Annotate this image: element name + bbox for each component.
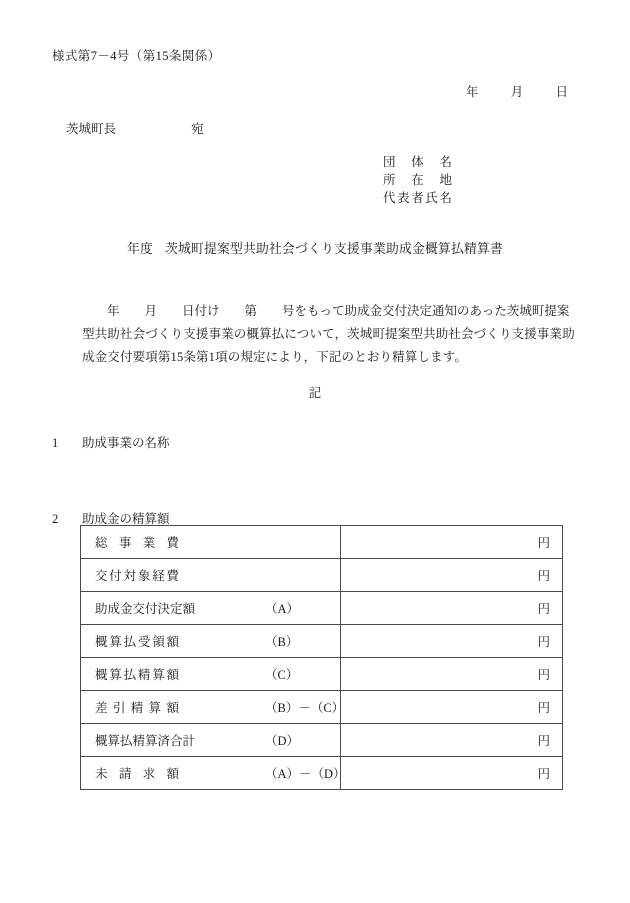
- amount-label: 未請求額: [95, 767, 179, 781]
- amount-label-cell: [81, 592, 341, 625]
- addressee-line: [66, 119, 204, 137]
- currency-unit: 円: [537, 668, 550, 682]
- table-row: [81, 625, 563, 658]
- amount-value-cell[interactable]: [341, 526, 563, 559]
- amount-value-cell[interactable]: [341, 724, 563, 757]
- section-1-heading: [52, 433, 170, 451]
- ki-mark: 記: [308, 386, 322, 400]
- table-row: [81, 526, 563, 559]
- page-title: [0, 238, 630, 257]
- amount-formula-mark: （A）: [265, 602, 300, 616]
- amount-value-cell[interactable]: [341, 559, 563, 592]
- amount-value-cell[interactable]: [341, 625, 563, 658]
- applicant-label-organization-name: 団体名: [383, 155, 452, 169]
- settlement-table-body: [81, 526, 563, 790]
- amount-label-cell: [81, 724, 341, 757]
- currency-unit: 円: [537, 602, 550, 616]
- amount-label: 差引精算額: [95, 701, 179, 715]
- title-fiscal-year: 年度: [127, 242, 154, 256]
- amount-value-cell[interactable]: [341, 757, 563, 790]
- section-2-number: 2: [52, 512, 59, 526]
- amount-label: 交付対象経費: [95, 569, 179, 583]
- applicant-field-organization-name: [0, 153, 452, 171]
- amount-formula-mark: （C）: [265, 668, 299, 682]
- amount-value-cell[interactable]: [341, 691, 563, 724]
- body-line-1: 年 月 日付け 第 号をもって助成金交付決定通知のあった茨城町提案: [82, 304, 570, 318]
- table-row: [81, 691, 563, 724]
- date-day-label: 日: [555, 85, 568, 99]
- title-main-text: 茨城町提案型共助社会づくり支援事業助成金概算払精算書: [165, 242, 503, 256]
- applicant-label-representative: 代表者氏名: [383, 191, 452, 205]
- amount-formula-mark: （B）: [265, 635, 299, 649]
- currency-unit: 円: [537, 635, 550, 649]
- amount-formula-mark: （D）: [265, 734, 300, 748]
- amount-label-cell: [81, 757, 346, 790]
- date-line: [0, 82, 568, 100]
- section-2-title: 助成金の精算額: [82, 512, 170, 526]
- section-1-title: 助成事業の名称: [82, 436, 170, 450]
- body-paragraph: [82, 300, 575, 369]
- currency-unit: 円: [537, 569, 550, 583]
- table-row: [81, 592, 563, 625]
- table-row: [81, 559, 563, 592]
- amount-label: 概算払精算済合計: [95, 734, 196, 748]
- settlement-amount-table: [80, 525, 563, 790]
- amount-formula-mark: （B）－（C）: [265, 701, 345, 715]
- table-row: [81, 757, 563, 790]
- addressee-recipient: 茨城町長: [66, 122, 117, 136]
- currency-unit: 円: [537, 767, 550, 781]
- amount-label-cell: [81, 625, 341, 658]
- applicant-field-representative: [0, 189, 452, 207]
- amount-label-cell: [81, 559, 341, 592]
- amount-value-cell[interactable]: [341, 658, 563, 691]
- form-number: 様式第7－4号（第15条関係）: [52, 49, 221, 63]
- date-year-label: 年: [465, 85, 479, 99]
- table-row: [81, 724, 563, 757]
- amount-formula-mark: （A）－（D）: [265, 767, 346, 781]
- date-month-label: 月: [510, 85, 524, 99]
- currency-unit: 円: [537, 536, 550, 550]
- applicant-label-address: 所在地: [383, 173, 452, 187]
- addressee-honorific: 宛: [191, 122, 204, 136]
- currency-unit: 円: [537, 734, 550, 748]
- table-row: [81, 658, 563, 691]
- applicant-field-address: [0, 171, 452, 189]
- currency-unit: 円: [537, 701, 550, 715]
- amount-label: 助成金交付決定額: [95, 602, 196, 616]
- amount-value-cell[interactable]: [341, 592, 563, 625]
- amount-label-cell: [81, 526, 341, 559]
- amount-label-cell: [81, 691, 345, 724]
- amount-label: 概算払受領額: [95, 635, 179, 649]
- body-line-2: 型共助社会づくり支援事業の概算払について，茨城町提案型共助社会づくり支援事業助: [82, 327, 575, 341]
- body-line-3: 成金交付要項第15条第1項の規定により，下記のとおり精算します。: [82, 350, 468, 364]
- applicant-block: [0, 153, 452, 207]
- amount-label: 概算払精算額: [95, 668, 179, 682]
- amount-label: 総事業費: [95, 536, 179, 550]
- amount-label-cell: [81, 658, 341, 691]
- section-1-number: 1: [52, 436, 59, 450]
